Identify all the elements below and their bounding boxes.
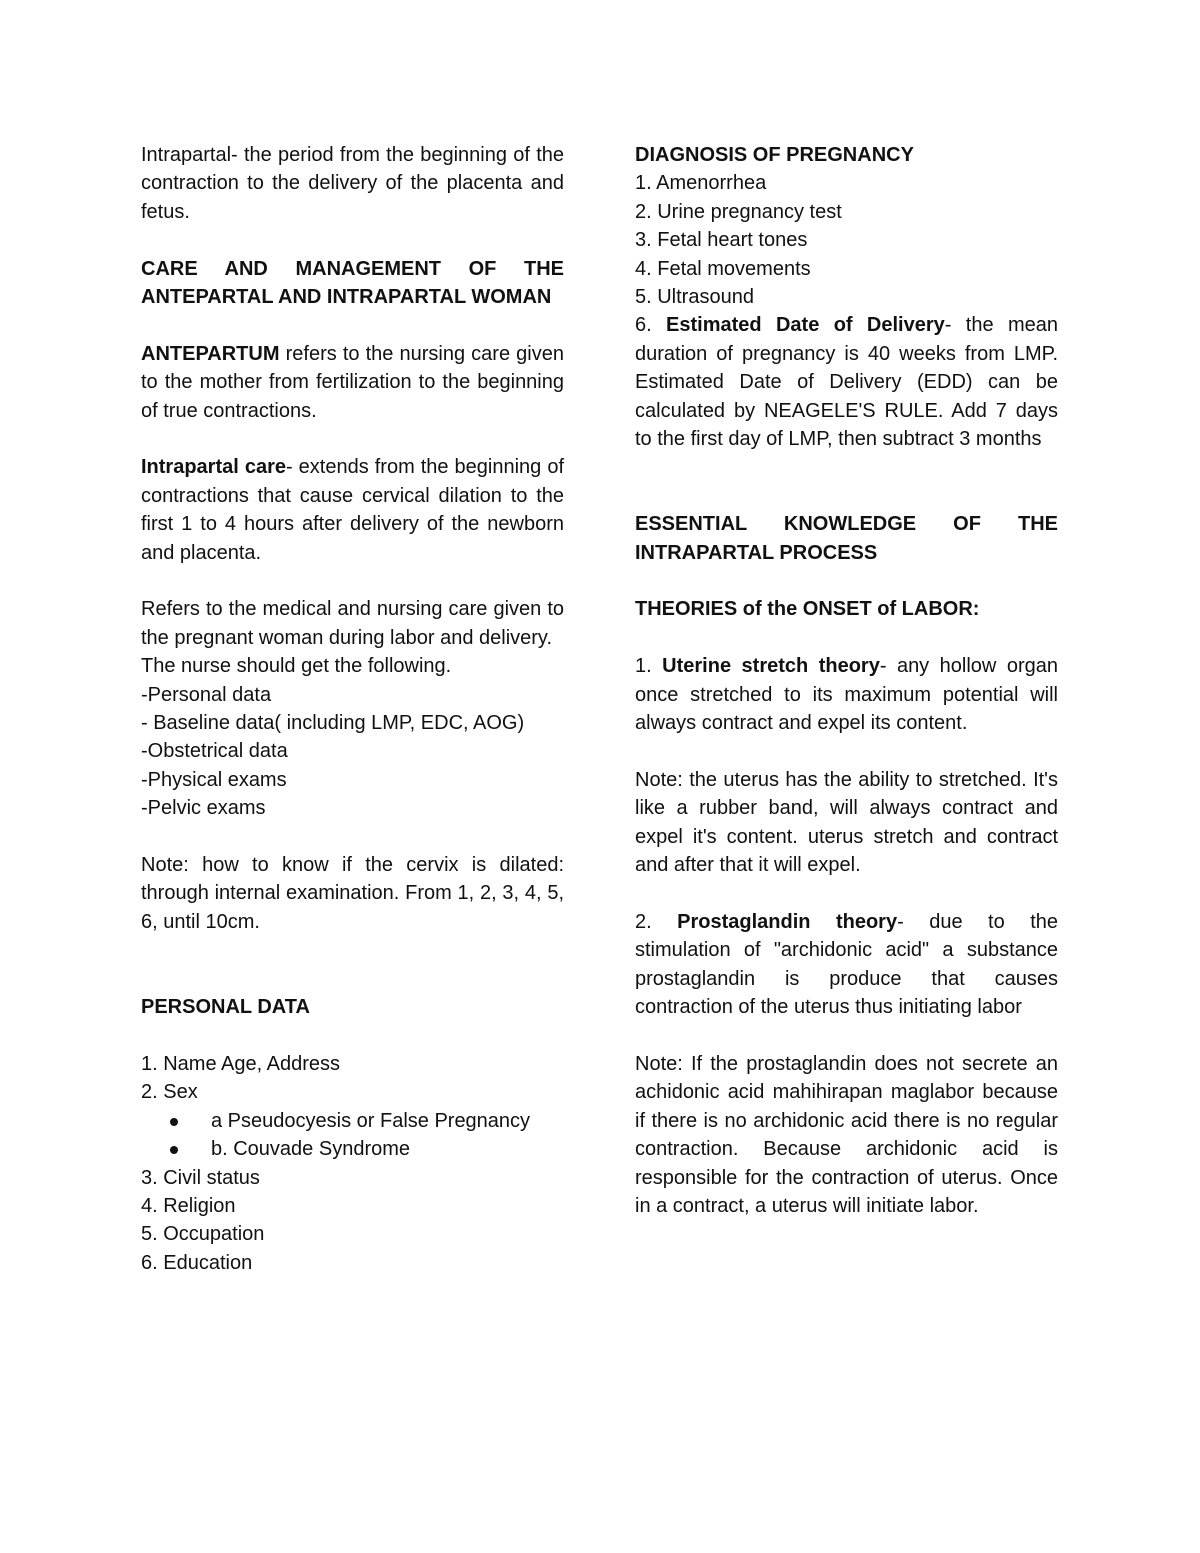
- theory2-number: 2.: [635, 910, 678, 933]
- sex-bullet-list: [141, 1107, 564, 1164]
- theory1-number: 1.: [635, 655, 663, 678]
- bullet-item: [141, 1107, 564, 1135]
- personal-item: 2. Sex: [141, 1081, 198, 1104]
- nurse-intro: The nurse should get the following.: [141, 655, 452, 678]
- nurse-item: -Pelvic exams: [141, 797, 266, 820]
- uterus-note: Note: the uterus has the ability to stretched. It's like a rubber band, will always contract and expel it's content. uterus stretch and contract and after that it will expel.: [635, 768, 1058, 877]
- left-column: [141, 141, 564, 1277]
- antepartum-text: refers to the nursing care given to the mother from fertilization to the beginning of true contractions.: [141, 342, 564, 422]
- antepartum-paragraph: [141, 340, 564, 425]
- intrapartal-care-term: Intrapartal care: [141, 456, 286, 479]
- essential-knowledge-heading: ESSENTIAL KNOWLEDGE OF THE INTRAPARTAL PROCESS: [635, 513, 1058, 564]
- intrapartal-care-text: - extends from the beginning of contractions that cause cervical dilation to the first 1 to 4 hours after delivery of the newborn and placenta.: [141, 456, 564, 564]
- edd-term: Estimated Date of Delivery: [666, 314, 945, 337]
- medical-care-paragraph: Refers to the medical and nursing care given to the pregnant woman during labor and delivery.: [141, 598, 564, 649]
- nurse-item: -Obstetrical data: [141, 740, 288, 763]
- uterine-stretch-paragraph: [635, 652, 1058, 737]
- bullet-dot-icon: [170, 1118, 178, 1126]
- personal-item: 3. Civil status: [141, 1166, 260, 1189]
- diagnosis-item: 3. Fetal heart tones: [635, 229, 808, 252]
- bullet-text: a Pseudocyesis or False Pregnancy: [211, 1109, 531, 1132]
- personal-item: 4. Religion: [141, 1194, 236, 1217]
- edd-paragraph: [635, 311, 1058, 453]
- nurse-item: -Physical exams: [141, 768, 287, 791]
- diagnosis-item: 5. Ultrasound: [635, 286, 754, 309]
- personal-data-heading: PERSONAL DATA: [141, 996, 310, 1019]
- diagnosis-item: 4. Fetal movements: [635, 257, 811, 280]
- prostaglandin-paragraph: [635, 908, 1058, 1022]
- prostaglandin-text: - due to the stimulation of "archidonic acid" a substance prostaglandin is produce that causes contraction of the uterus thus initiating labor: [635, 910, 1058, 1019]
- bullet-dot-icon: [170, 1146, 178, 1154]
- prostaglandin-note: Note: If the prostaglandin does not secrete an achidonic acid mahihirapan maglabor because if there is no archidonic acid there is no regular contraction. Because archidonic acid is responsible for the contraction of uterus. Once in a contract, a uterus will initiate labor.: [635, 1052, 1058, 1217]
- right-column: [635, 141, 1058, 1220]
- uterine-stretch-text: - any hollow organ once stretched to its maximum potential will always contract and expel its content.: [635, 655, 1058, 735]
- nurse-item: - Baseline data( including LMP, EDC, AOG): [141, 712, 525, 735]
- edd-text: - the mean duration of pregnancy is 40 weeks from LMP. Estimated Date of Delivery (EDD) can be calculated by NEAGELE'S RULE. Add 7 days to the first day of LMP, then subtract 3 months: [635, 314, 1058, 451]
- personal-item: 5. Occupation: [141, 1223, 265, 1246]
- prostaglandin-term: Prostaglandin theory: [677, 910, 898, 933]
- bullet-text: b. Couvade Syndrome: [211, 1138, 411, 1161]
- personal-item: 6. Education: [141, 1251, 253, 1274]
- care-management-heading: CARE AND MANAGEMENT OF THE ANTEPARTAL AND INTRAPARTAL WOMAN: [141, 257, 564, 309]
- diagnosis-item: 1. Amenorrhea: [635, 172, 767, 195]
- theories-heading: THEORIES of the ONSET of LABOR:: [635, 598, 980, 621]
- cervix-note: Note: how to know if the cervix is dilated: through internal examination. From 1, 2, 3, 4, 5, 6, until 10cm.: [141, 854, 564, 933]
- intrapartal-care-paragraph: [141, 453, 564, 567]
- personal-item: 1. Name Age, Address: [141, 1052, 341, 1075]
- bullet-item: [141, 1135, 564, 1163]
- uterine-stretch-term: Uterine stretch theory: [662, 655, 880, 678]
- diagnosis-item: 2. Urine pregnancy test: [635, 200, 842, 223]
- diagnosis-heading: DIAGNOSIS OF PREGNANCY: [635, 144, 914, 166]
- antepartum-term: ANTEPARTUM: [141, 342, 280, 365]
- intrapartal-definition: Intrapartal- the period from the beginning of the contraction to the delivery of the placenta and fetus.: [141, 144, 564, 223]
- edd-number: 6.: [635, 314, 667, 337]
- nurse-item: -Personal data: [141, 683, 272, 706]
